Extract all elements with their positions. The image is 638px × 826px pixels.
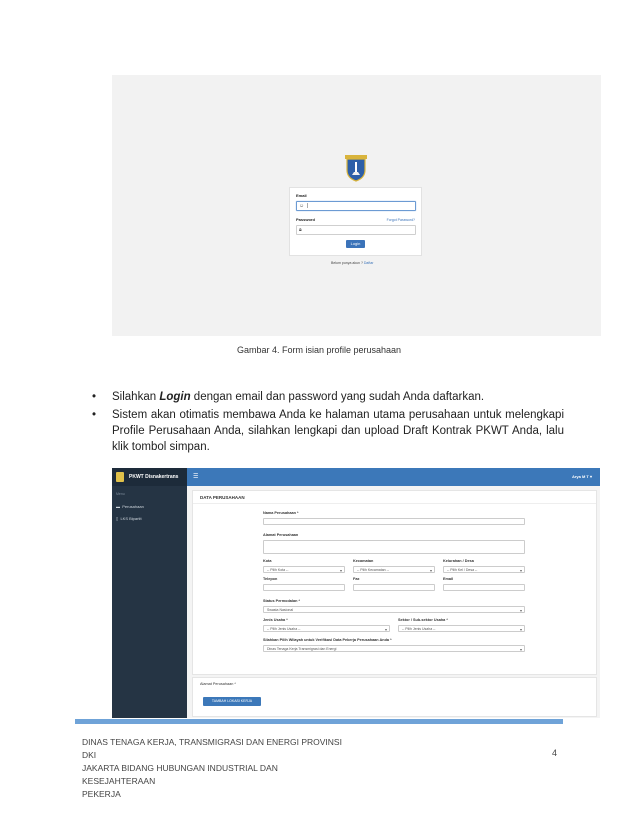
sidebar-item-perusahaan[interactable] [116,504,144,509]
bullet-icon: • [92,391,97,403]
alamat-textarea[interactable] [263,540,525,554]
forgot-password-link[interactable]: Forgot Password? [386,218,415,222]
bullet-text: dengan email dan password yang sudah Anda daftarkan. [190,391,485,403]
telepon-label: Telepon [263,577,278,581]
jakarta-emblem-icon [344,154,368,182]
bullet-icon: • [92,409,97,421]
bullet-text: Silahkan [112,391,160,403]
login-screenshot [112,75,601,336]
status-select[interactable]: Swasta Nasional ▾ [263,606,525,613]
user-name: Arya M T [571,474,589,479]
brand-title: PKWT Disnakertrans [129,474,179,480]
work-location-card [192,677,597,717]
sidebar-item-lks-bipartit[interactable] [116,516,142,521]
register-prompt [331,261,373,265]
user-circle-icon: ☺ [299,203,305,209]
add-work-location-button[interactable]: TAMBAH LOKASI KERJA [203,697,261,706]
bullet-text: Sistem akan otimatis membawa Anda ke halaman utama perusahaan untuk melengkapi Profile Perusahaan Anda, silahkan lengkapi dan upload Draft Kontrak PKWT Anda, lalu klik tombol simpan. [112,409,564,453]
register-link[interactable]: Daftar [363,261,374,265]
jenis-label: Jenis Usaha * [263,618,288,622]
lock-icon: 🔒︎ [299,227,302,233]
sidebar-brand [112,468,187,486]
kota-select[interactable]: -- Pilih Kota -- ▾ [263,566,345,573]
menu-heading: Menu [116,492,125,496]
page-number: 4 [552,748,558,758]
kecamatan-select[interactable]: -- Pilih Kecamatan -- ▾ [353,566,435,573]
kelurahan-label: Kelurahan / Desa [443,559,474,563]
email-label: Email [296,193,307,198]
telepon-input[interactable] [263,584,345,591]
company-data-card [192,490,597,675]
briefcase-icon: ▬ [116,504,120,509]
figure-caption: Gambar 4. Form isian profile perusahaan [236,345,402,355]
sidebar-item-label: Perusahaan [122,504,144,509]
list-item [92,407,564,455]
instruction-list [92,389,564,457]
kelurahan-select[interactable]: -- Pilih Kel / Desa -- ▾ [443,566,525,573]
document-icon: ▯ [116,516,119,521]
alamat-perusahaan-label: Alamat Perusahaan * [200,682,236,686]
login-button[interactable]: Login [346,240,365,248]
login-form [289,187,422,256]
kota-label: Kota [263,559,272,563]
app-logo-icon [116,472,124,482]
email-field[interactable] [296,201,416,211]
sektor-select[interactable]: -- Pilih Jenis Usaha -- ▾ [398,625,525,632]
fax-input[interactable] [353,584,435,591]
nama-input[interactable] [263,518,525,525]
email-cursor: | [307,203,309,209]
jenis-select[interactable]: -- Pilih Jenis Usaha -- ▾ [263,625,390,632]
user-menu[interactable]: Arya M T ▾ [571,474,592,479]
email-input[interactable] [443,584,525,591]
footer-line: PEKERJA [82,789,121,799]
list-item [92,389,564,405]
section-title: DATA PERUSAHAAN [200,495,245,500]
fax-label: Fax [353,577,360,581]
footer-line: JAKARTA BIDANG HUBUNGAN INDUSTRIAL DAN KESEJAHTERAAN [82,763,278,786]
bullet-bold-text: Login [159,391,191,403]
wilayah-select[interactable]: Dinas Tenaga Kerja Transmigrasi dan Energi ▾ [263,645,525,652]
footer-bar [75,719,563,724]
hamburger-menu-icon[interactable]: ☰ [193,474,199,480]
alamat-label: Alamat Perusahaan [263,533,299,537]
kecamatan-label: Kecamatan [353,559,374,563]
sidebar-item-label: LKS Bipartit [120,516,142,521]
top-bar [187,468,600,486]
password-field[interactable] [296,225,416,235]
password-label: Password [296,217,315,222]
form-screenshot [112,468,600,718]
nama-label: Nama Perusahaan * [263,511,299,515]
footer-line: DINAS TENAGA KERJA, TRANSMIGRASI DAN ENERGI PROVINSI DKI [82,737,342,760]
sektor-label: Sektor / Sub-sektor Usaha * [398,618,448,622]
email-label: Email [443,577,454,581]
footer-text [82,736,352,801]
wilayah-label: Silahkan Pilih Wilayah untuk Verifikasi Data Pekerja Perusahaan Anda * [263,638,392,642]
divider [193,503,596,504]
register-text: Belum punya akun ? [331,261,363,265]
status-label: Status Permodalan * [263,599,300,603]
